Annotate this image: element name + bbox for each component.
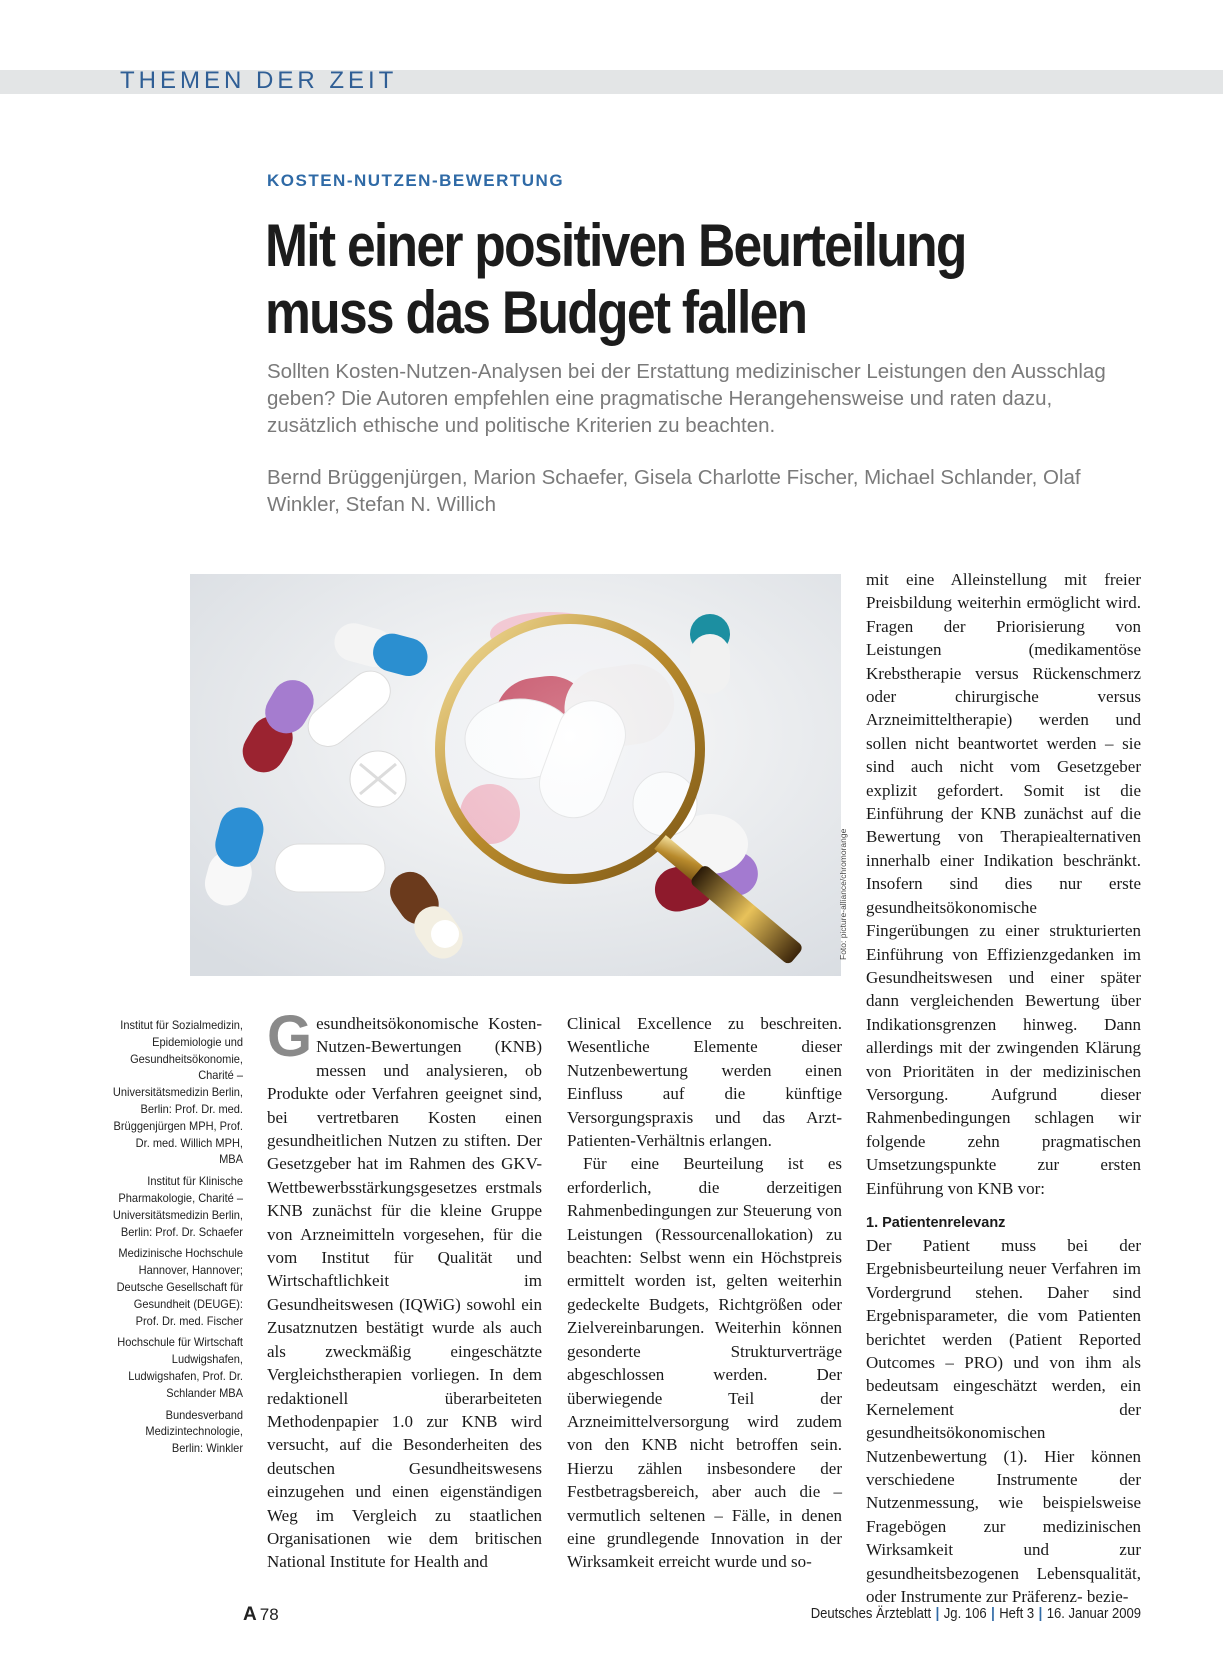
article-kicker: KOSTEN-NUTZEN-BEWERTUNG [267, 171, 565, 190]
pills-magnifier-photo [190, 574, 841, 976]
body-paragraph: Clinical Excellence zu beschreiten. Wesentliche Elemente dieser Nutzenbewertung werden einen Einfluss auf die künftige Versorgungspraxis und das Arzt-Patienten-Verhältnis erlangen. [567, 1014, 842, 1151]
drop-cap: G [267, 1004, 313, 1069]
article-title [265, 212, 1039, 346]
body-paragraph: mit eine Alleinstellung mit freier Preisbildung weiterhin ermöglicht wird. Fragen der Priorisierung von Leistungen (medikamentöse Krebstherapie versus Rückenschmerz oder chirurgische versus Arzneimitteltherapie) werden und sollen nicht beantwortet werden – sie sind auch nicht vom Gesetzgeber explizit gefordert. Somit ist die Einführung der KNB zunächst auf die Bewertung von Therapiealternativen innerhalb einer Indikation beschränkt. Insofern sind dies nur erste gesundheitsökonomische Fingerübungen zu einer strukturierten Einführung von Effizienzgedanken im Gesundheitswesen und einer später dann vergleichenden Bewertung über Indikationsgrenzen hinweg. Dann allerdings mit der zwingenden Klärung von Prioritäten in der medizinischen Versorgung. Aufgrund dieser Rahmenbedingungen schlagen wir folgende zehn pragmatischen Umsetzungspunkte zur ersten Einführung von KNB vor: [866, 570, 1141, 1198]
author-affiliations [111, 1017, 243, 1462]
affiliation-item: Institut für Klinische Pharmakologie, Charité – Universitätsmedizin Berlin, Berlin: Prof. Dr. Schaefer [112, 1174, 243, 1239]
photo-credit: Foto: picture-alliance/chromorange [838, 828, 848, 960]
body-column-1 [267, 1004, 542, 1574]
body-paragraph: Für eine Beurteilung ist es erforderlich, die derzeitigen Rahmenbedingungen zur Steuerung von Leistungen (Ressourcenallokation) zu beachten: Selbst wenn ein Höchstpreis ermittelt worden ist, gelten weiterhin gedeckelte Budgets, Richtgrößen oder Zielvereinbarungen. Weiterhin können gesonderte Strukturverträge abgeschlossen werden. Der überwiegende Teil der Arzneimittelversorgung wird zudem von den KNB nicht betroffen sein. Hierzu zählen insbesondere der Festbetragsbereich, aber auch die – vermutlich seltenen – Fälle, in denen eine grundlegende Innovation in der Wirksamkeit erreicht wurde und so- [567, 1154, 842, 1572]
article-authors: Bernd Brüggenjürgen, Marion Schaefer, Gisela Charlotte Fischer, Michael Schlander, Olaf Winkler, Stefan N. Willich [267, 466, 1081, 516]
article-lead: Sollten Kosten-Nutzen-Analysen bei der Erstattung medizinischer Leistungen den Ausschlag geben? Die Autoren empfehlen eine pragmatische Herangehensweise und raten dazu, zusätzlich ethische und politische Kriterien zu beachten. [267, 360, 1106, 437]
affiliation-item: Hochschule für Wirtschaft Ludwigshafen, Ludwigshafen, Prof. Dr. Schlander MBA [117, 1335, 243, 1400]
subheading: 1. Patientenrelevanz [866, 1214, 1006, 1231]
journal-date: 16. Januar 2009 [1046, 1606, 1141, 1622]
body-column-3 [866, 568, 1141, 1608]
body-paragraph: Der Patient muss bei der Ergebnisbeurteilung neuer Verfahren im Vordergrund stehen. Daher sind Ergebnisparameter, die vom Patienten berichtet werden (Patient Reported Outcomes – PRO) und von ihm als bedeutsam eingeschätzt werden, ein Kernelement der gesundheitsökonomischen Nutzenbewertung (1). Hier können verschiedene Instrumente der Nutzenmessung, wie beispielsweise Fragebögen zur medizinischen Wirksamkeit und zur gesundheitsbezogenen Lebensqualität, oder Instrumente zur Präferenz- bezie- [866, 1235, 1141, 1607]
journal-footer [811, 1606, 1141, 1622]
affiliation-item: Medizinische Hochschule Hannover, Hannover; Deutsche Gesellschaft für Gesundheit (DEUGE): Prof. Dr. med. Fischer [116, 1246, 243, 1328]
separator: | [935, 1606, 940, 1622]
page-number-value: 78 [259, 1605, 279, 1624]
article-title-line-1: Mit einer positiven Beurteilung [265, 212, 966, 279]
body-column-2 [567, 1012, 842, 1574]
body-text: esundheitsökonomische Kosten-Nutzen-Bewertungen (KNB) messen und analysieren, ob Produkte oder Verfahren geeignet sind, bei vertretbaren Kosten einen gesundheitlichen Nutzen zu stiften. Der Gesetzgeber hat im Rahmen des GKV-Wettbewerbsstärkungsgesetzes erstmals KNB zunächst für die kleine Gruppe von Arzneimitteln vorgesehen, für die vom Institut für Qualität und Wirtschaftlichkeit im Gesundheitswesen (IQWiG) sowohl ein Zusatznutzen bestätigt wurde als auch als zweckmäßig eingeschätzte Vergleichstherapien vorliegen. In dem redaktionell überarbeiteten Methodenpapier 1.0 zur KNB wird versucht, auf die Besonderheiten des deutschen Gesundheitswesens einzugehen und einen eigenständigen Weg im Vergleich zu staatlichen Organisationen wie dem britischen National Institute for Health and [267, 1014, 542, 1572]
page-prefix: A [243, 1604, 257, 1625]
journal-volume: Jg. 106 [943, 1606, 987, 1622]
page-number [243, 1604, 279, 1626]
section-label: THEMEN DER ZEIT [120, 67, 398, 94]
affiliation-item: Institut für Sozialmedizin, Epidemiologie und Gesundheitsökonomie, Charité – Universitätsmedizin Berlin, Berlin: Prof. Dr. med. Brüggenjürgen MPH, Prof. Dr. med. Willich MPH, MBA [112, 1018, 243, 1167]
separator: | [1038, 1606, 1043, 1622]
separator: | [991, 1606, 995, 1622]
article-title-line-2: muss das Budget fallen [265, 279, 807, 346]
journal-name: Deutsches Ärzteblatt [810, 1606, 932, 1622]
pills-illustration [190, 574, 841, 976]
affiliation-item: Bundesverband Medizintechnologie, Berlin: Winkler [145, 1407, 243, 1456]
journal-issue: Heft 3 [999, 1606, 1035, 1622]
body-paragraph [267, 1004, 542, 1574]
